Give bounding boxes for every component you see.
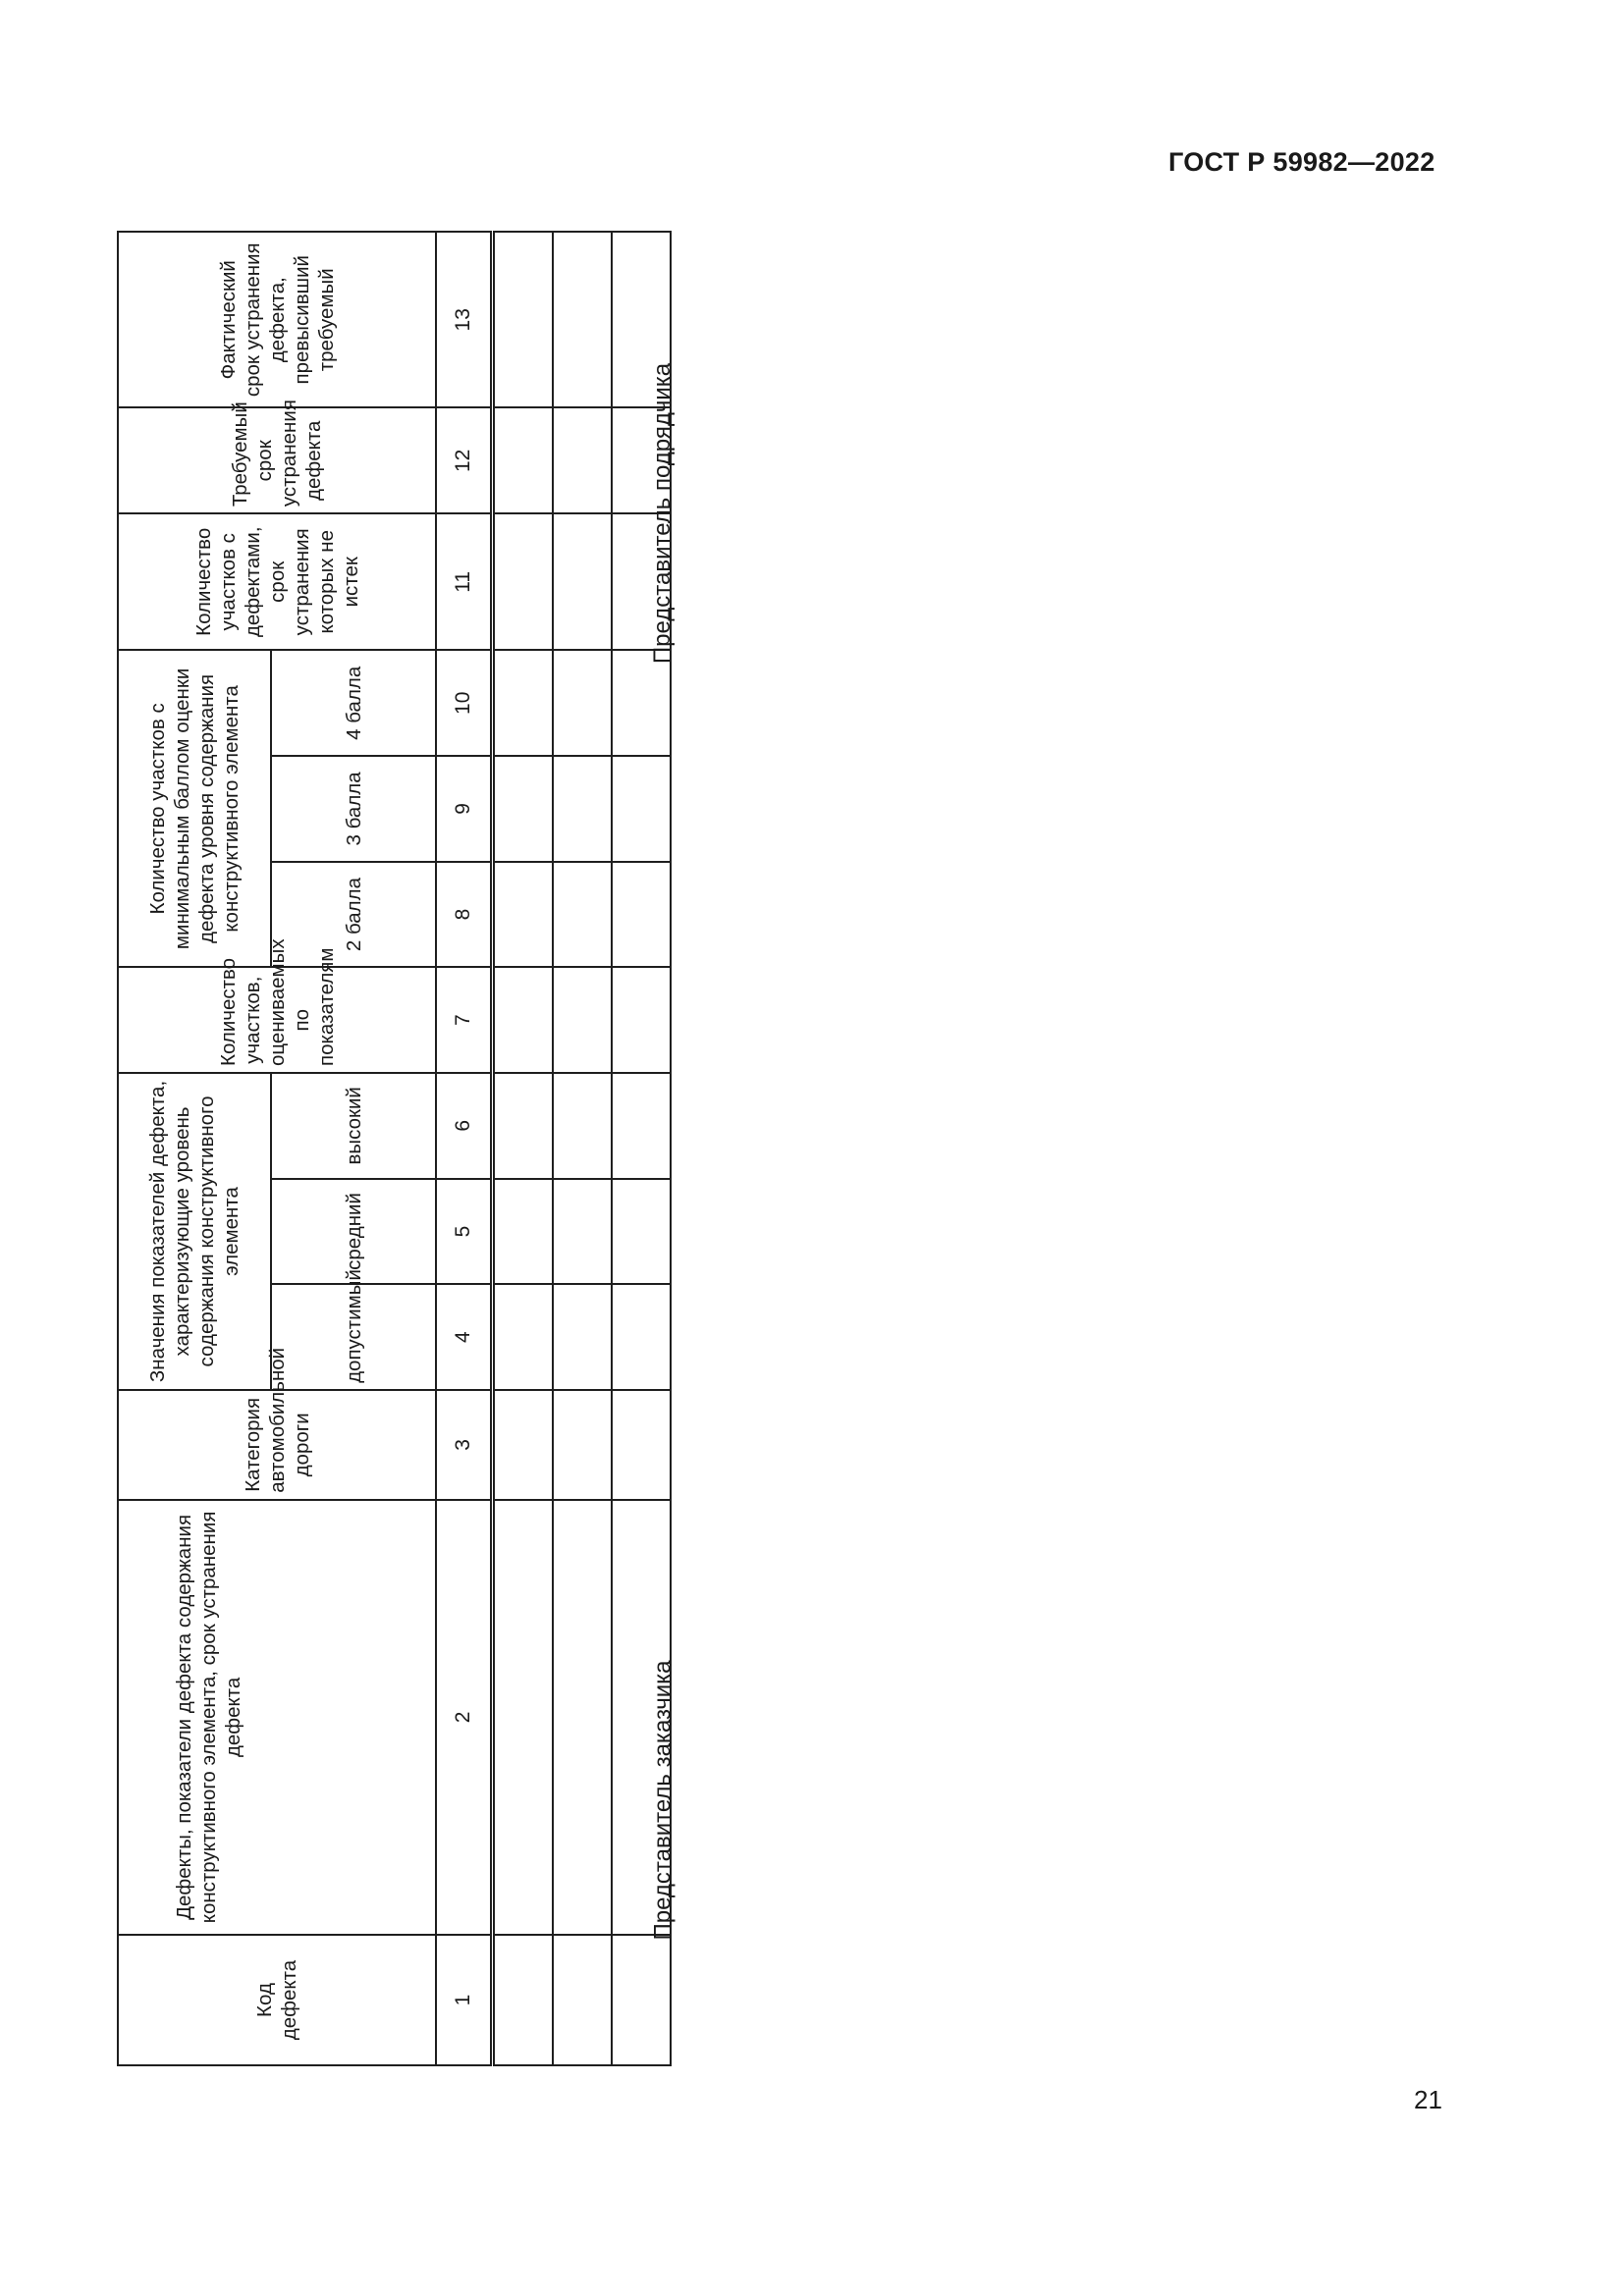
empty-cell <box>612 1935 671 2065</box>
empty-cell <box>493 967 554 1073</box>
header-high: высокий <box>271 1073 436 1179</box>
header-road-category: Категория автомобильной дороги <box>118 1390 436 1500</box>
empty-cell <box>493 1073 554 1179</box>
column-number: 9 <box>436 756 493 862</box>
column-number: 12 <box>436 408 493 514</box>
empty-cell <box>493 1935 554 2065</box>
column-number: 6 <box>436 1073 493 1179</box>
empty-cell <box>493 232 554 408</box>
column-number: 11 <box>436 513 493 650</box>
empty-cell <box>553 862 612 968</box>
empty-cell <box>493 1179 554 1285</box>
empty-cell <box>612 1179 671 1285</box>
empty-cell <box>553 1935 612 2065</box>
empty-cell <box>612 756 671 862</box>
empty-cell <box>553 756 612 862</box>
header-medium: средний <box>271 1179 436 1285</box>
empty-cell <box>612 1073 671 1179</box>
empty-cell <box>612 650 671 756</box>
empty-cell <box>553 1390 612 1500</box>
empty-cell <box>493 1500 554 1935</box>
empty-cell <box>612 967 671 1073</box>
header-sections-evaluated: Количество участков, оцениваемых по показателям <box>118 967 436 1073</box>
header-not-expired: Количество участков с дефектами, срок устранения которых не истек <box>118 513 436 650</box>
empty-cell <box>493 650 554 756</box>
column-number: 2 <box>436 1500 493 1935</box>
empty-cell <box>553 1073 612 1179</box>
empty-cell <box>553 1500 612 1935</box>
page-number: 21 <box>1414 2085 1442 2114</box>
header-score-4: 4 балла <box>271 650 436 756</box>
column-number: 7 <box>436 967 493 1073</box>
column-number: 4 <box>436 1284 493 1390</box>
column-number: 5 <box>436 1179 493 1285</box>
empty-cell <box>493 513 554 650</box>
table-row <box>553 232 612 2065</box>
contractor-representative: Представитель подрядчика <box>649 362 677 665</box>
header-row <box>118 232 271 2065</box>
customer-representative: Представитель заказчика <box>649 1660 677 1941</box>
empty-cell <box>612 1284 671 1390</box>
column-number: 3 <box>436 1390 493 1500</box>
empty-cell <box>553 650 612 756</box>
column-number: 1 <box>436 1935 493 2065</box>
empty-cell <box>612 862 671 968</box>
header-defect-code: Код дефекта <box>118 1935 436 2065</box>
defects-table <box>117 231 618 2066</box>
table-row <box>493 232 554 2065</box>
column-number-row <box>436 232 493 2065</box>
header-actual-term: Фактический срок устранения дефекта, превысивший требуемый <box>118 232 436 408</box>
empty-cell <box>553 408 612 514</box>
empty-cell <box>493 756 554 862</box>
header-min-score: Количество участков с минимальным баллом оценки дефекта уровня содержания конструктивного элемента <box>118 650 271 967</box>
column-number: 10 <box>436 650 493 756</box>
empty-cell <box>493 862 554 968</box>
header-indicator-values: Значения показателей дефекта, характеризующие уровень содержания конструктивного элемента <box>118 1073 271 1390</box>
header-permissible: допустимый <box>271 1284 436 1390</box>
column-number: 13 <box>436 232 493 408</box>
empty-cell <box>612 1390 671 1500</box>
column-number: 8 <box>436 862 493 968</box>
empty-cell <box>493 1284 554 1390</box>
empty-cell <box>493 408 554 514</box>
document-id: ГОСТ Р 59982—2022 <box>1168 147 1435 177</box>
empty-cell <box>553 1284 612 1390</box>
header-defects: Дефекты, показатели дефекта содержания конструктивного элемента, срок устранения дефекта <box>118 1500 436 1935</box>
header-score-2: 2 балла <box>271 862 436 968</box>
empty-cell <box>553 967 612 1073</box>
header-score-3: 3 балла <box>271 756 436 862</box>
empty-cell <box>553 232 612 408</box>
empty-cell <box>493 1390 554 1500</box>
header-required-term: Требуемый срок устранения дефекта <box>118 408 436 514</box>
empty-cell <box>553 513 612 650</box>
empty-cell <box>553 1179 612 1285</box>
